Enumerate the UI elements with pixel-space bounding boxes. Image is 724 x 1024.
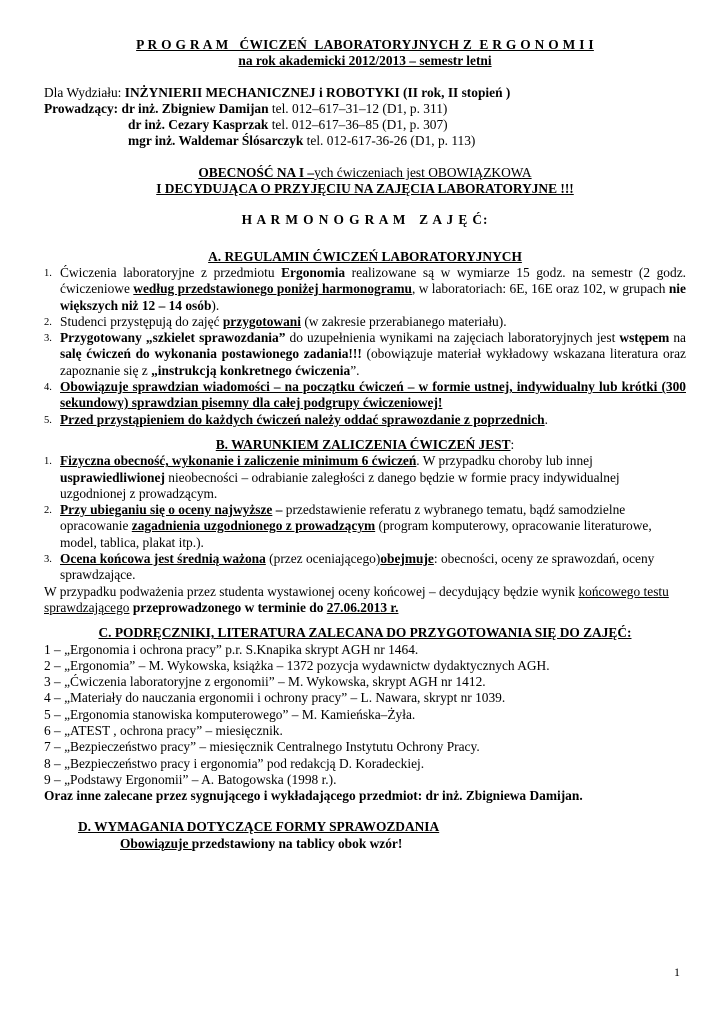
list-item: 9 – „Podstawy Ergonomii” – A. Batogowska (1998 r.). — [44, 771, 337, 787]
section-b-list — [44, 453, 686, 583]
section-a-heading: A. REGULAMIN ĆWICZEŃ LABORATORYJNYCH — [208, 248, 522, 264]
instructor-contact: tel. 012–617–36–85 (D1, p. 307) — [268, 117, 448, 133]
list-item: 3 – „Ćwiczenia laboratoryjne z ergonomii” – M. Wykowska, skrypt AGH nr 1412. — [44, 674, 486, 690]
attendance-notice-1: OBECNOŚĆ NA I –ych ćwiczeniach jest OBOWIĄZKOWA — [198, 164, 532, 180]
attendance-notice-2: I DECYDUJĄCA O PRZYJĘCIU NA ZAJĘCIA LABORATORYJNE !!! — [156, 181, 574, 197]
additional-literature-note: Oraz inne zalecane przez sygnującego i wykładającego przedmiot: dr inż. Zbigniewa Damijan. — [44, 788, 583, 804]
instructor-line-2 — [44, 117, 686, 133]
instructor-name: mgr inż. Waldemar Ślósarczyk — [128, 133, 304, 149]
list-item: 8 – „Bezpieczeństwo pracy i ergonomia” pod redakcją D. Koradeckiej. — [44, 755, 425, 771]
page-number: 1 — [674, 964, 680, 979]
instructor-name: dr inż. Cezary Kasprzak — [128, 117, 269, 133]
final-grade-note: W przypadku podważenia przez studenta wystawionej oceny końcowej – decydujący będzie wynik końcowego testu sprawdzającego przeprowadzonego w terminie do 27.06.2013 r. — [44, 583, 669, 615]
instructor-contact: tel. 012-617-36-26 (D1, p. 113) — [303, 133, 476, 149]
report-template-note: Obowiązuje przedstawiony na tablicy obok wzór! — [120, 835, 403, 851]
list-item: 1. Ćwiczenia laboratoryjne z przedmiotu Ergonomia realizowane są w wymiarze 15 godz. na semestr (2 godz. ćwiczeniowe według przedstawionego poniżej harmonogramu, w laboratoriach: 6E, 16E oraz 102, w grupach nie większych niż 12 – 14 osób). — [44, 264, 686, 313]
section-d-heading: D. WYMAGANIA DOTYCZĄCE FORMY SPRAWOZDANIA — [78, 819, 440, 835]
faculty-line — [44, 85, 686, 101]
list-item: 2. Przy ubieganiu się o oceny najwyższe – przedstawienie referatu z wybranego tematu, bądź samodzielne opracowanie zagadnienia uzgodnionego z prowadzącym (program komputerowy, opracowanie literaturowe, model, tablica, plakat itp.). — [44, 502, 652, 550]
instructor-name: dr inż. Zbigniew Damijan — [121, 100, 269, 116]
instructor-line-3 — [44, 133, 686, 149]
list-item: 6 – „ATEST , ochrona pracy” – miesięcznik. — [44, 722, 283, 738]
list-item: 2. Studenci przystępują do zajęć przygotowani (w zakresie przerabianego materiału). — [44, 313, 507, 329]
list-item: 7 – „Bezpieczeństwo pracy” – miesięcznik Centralnego Instytutu Ochrony Pracy. — [44, 739, 480, 755]
document-page — [44, 37, 686, 852]
list-item: 5. Przed przystąpieniem do każdych ćwiczeń należy oddać sprawozdanie z poprzednich. — [44, 411, 548, 427]
list-item: 1. Fizyczna obecność, wykonanie i zaliczenie minimum 6 ćwiczeń. W przypadku choroby lub innej usprawiedliwionej nieobecności – odrabianie zaległości z danego będzie w formie pracy indywidualnej uzgodnionej z prowadzącym. — [44, 453, 620, 501]
academic-year: na rok akademicki 2012/2013 – semestr letni — [238, 53, 492, 69]
instructor-line-1 — [44, 101, 686, 117]
instructors-label: Prowadzący: — [44, 100, 119, 116]
list-item: 3. Ocena końcowa jest średnią ważona (przez oceniającego)obejmuje: obecności, oceny ze sprawozdań, oceny sprawdzające. — [44, 551, 655, 583]
section-a-list — [44, 265, 686, 428]
document-title: P R O G R A M ĆWICZEŃ LABORATORYJNYCH Z E R G O N O M I I — [136, 37, 594, 52]
list-item: 3. Przygotowany „szkielet sprawozdania” do uzupełnienia wynikami na zajęciach laboratoryjnych jest wstępem na salę ćwiczeń do wykonania postawionego zadania!!! (obowiązuje materiał wykładowy wskazana literatura oraz zapoznanie się z „instrukcją konkretnego ćwiczenia”. — [44, 330, 686, 378]
list-item: 4 – „Materiały do nauczania ergonomii i ochrony pracy” – L. Nawara, skrypt nr 1039. — [44, 690, 506, 706]
faculty-label: Dla Wydziału: — [44, 84, 122, 100]
instructor-contact: tel. 012–617–31–12 (D1, p. 311) — [268, 100, 448, 116]
schedule-heading: H A R M O N O G R A M Z A J Ę Ć: — [241, 212, 489, 228]
faculty-name: INŻYNIERII MECHANICZNEJ i ROBOTYKI (II rok, II stopień ) — [124, 84, 511, 100]
reference-list — [44, 642, 686, 789]
list-item: 2 – „Ergonomia” – M. Wykowska, książka – 1372 pozycja wydawnictw dydaktycznych AGH. — [44, 657, 550, 673]
section-b-heading: B. WARUNKIEM ZALICZENIA ĆWICZEŃ JEST: — [215, 436, 515, 452]
section-c-heading: C. PODRĘCZNIKI, LITERATURA ZALECANA DO PRZYGOTOWANIA SIĘ DO ZAJĘĆ: — [98, 625, 632, 641]
list-item: 1 – „Ergonomia i ochrona pracy” p.r. S.Knapika skrypt AGH nr 1464. — [44, 641, 419, 657]
list-item: 5 – „Ergonomia stanowiska komputerowego” – M. Kamieńska–Żyła. — [44, 706, 416, 722]
list-item: 4. Obowiązuje sprawdzian wiadomości – na początku ćwiczeń – w formie ustnej, indywidualny lub krótki (300 sekundowy) sprawdzian pisemny dla całej podgrupy ćwiczeniowej! — [44, 379, 686, 411]
